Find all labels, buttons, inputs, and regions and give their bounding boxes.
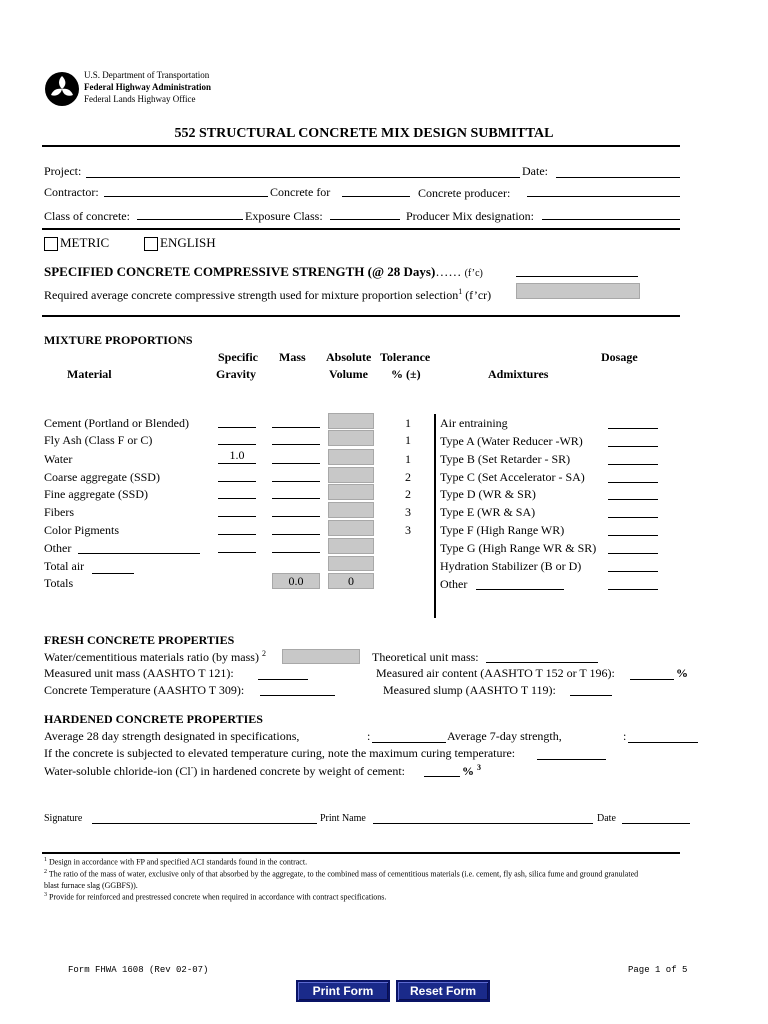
- avg7-colon: :: [623, 729, 627, 743]
- col-specific: Specific: [218, 350, 258, 364]
- col-tolerance: Tolerance: [380, 350, 431, 364]
- temperature-input[interactable]: [260, 695, 335, 696]
- absolute-volume-field[interactable]: [328, 520, 374, 536]
- tolerance-value: 2: [405, 470, 411, 484]
- producer-mix-label: Producer Mix designation:: [406, 209, 534, 223]
- admixture-label: Type F (High Range WR): [440, 523, 565, 537]
- mixture-heading: MIXTURE PROPORTIONS: [44, 333, 193, 347]
- admixture-label: Type E (WR & SA): [440, 505, 536, 519]
- form-number: Form FHWA 1608 (Rev 02-07): [68, 965, 209, 975]
- concrete-producer-label: Concrete producer:: [418, 186, 511, 200]
- signature-label: Signature: [44, 813, 83, 824]
- metric-label: METRIC: [60, 235, 110, 250]
- class-of-concrete-label: Class of concrete:: [44, 209, 130, 223]
- specific-gravity-input[interactable]: [218, 552, 256, 553]
- admixture-label: Type B (Set Retarder - SR): [440, 452, 571, 466]
- signature-date-input[interactable]: [622, 823, 690, 824]
- fields-rule: [42, 228, 680, 230]
- print-form-button[interactable]: Print Form: [296, 980, 390, 1002]
- mass-input[interactable]: [272, 552, 320, 553]
- avg28-colon: :: [367, 729, 371, 743]
- col-absolute: Absolute: [326, 350, 372, 364]
- totals-mass: 0.0: [272, 573, 320, 589]
- footnote-2: $^2$ The ratio of the mass of water, exclusive only of that absorbed by the aggregate, to the combined mass of cementitious materials (i.e. cement, fly ash, silica fume and ground granulated: [44, 869, 639, 879]
- contractor-label: Contractor:: [44, 185, 99, 199]
- admixture-label: Type C (Set Accelerator - SA): [440, 470, 585, 484]
- admixture-divider: [434, 414, 436, 618]
- admixture-label: Type D (WR & SR): [440, 487, 536, 501]
- print-name-input[interactable]: [373, 823, 593, 824]
- elevated-input[interactable]: [537, 759, 606, 760]
- material-name: Fly Ash (Class F or C): [44, 433, 153, 447]
- other-material-input[interactable]: [78, 553, 200, 554]
- elevated-label: If the concrete is subjected to elevated temperature curing, note the maximum curing temperature:: [44, 746, 516, 760]
- english-label: ENGLISH: [160, 235, 216, 250]
- dept-name: U.S. Department of Transportation: [84, 70, 210, 80]
- mass-input[interactable]: [272, 498, 320, 499]
- strength-heading-row: [44, 264, 483, 280]
- strength-rule: [42, 315, 680, 317]
- avg28-label: Average 28 day strength designated in specifications,: [44, 729, 300, 743]
- avg7-label: Average 7-day strength,: [447, 729, 562, 743]
- dosage-input[interactable]: [608, 482, 658, 483]
- contractor-input[interactable]: [104, 196, 268, 197]
- absolute-volume-field[interactable]: [328, 449, 374, 465]
- tolerance-value: 1: [405, 452, 411, 466]
- fcr-field[interactable]: [516, 283, 640, 299]
- strength-heading: SPECIFIED CONCRETE COMPRESSIVE STRENGTH (@ 28 Days): [44, 264, 436, 279]
- mass-input[interactable]: [272, 516, 320, 517]
- specific-gravity-input[interactable]: [218, 534, 256, 535]
- dosage-input[interactable]: [608, 535, 658, 536]
- footnote-rule: [42, 852, 680, 854]
- air-content-input[interactable]: [630, 679, 674, 680]
- admixture-label: Other: [440, 577, 468, 591]
- air-content-label: Measured air content (AASHTO T 152 or T 196):: [376, 666, 615, 680]
- col-pct: % (±): [391, 367, 421, 381]
- absolute-volume-field[interactable]: [328, 430, 374, 446]
- specific-gravity-input[interactable]: [218, 481, 256, 482]
- theoretical-input[interactable]: [486, 662, 598, 663]
- chloride-input[interactable]: [424, 776, 460, 777]
- col-mass: Mass: [279, 350, 306, 364]
- specific-gravity-input[interactable]: [218, 427, 256, 428]
- material-name: Water: [44, 452, 73, 466]
- class-of-concrete-input[interactable]: [137, 219, 243, 220]
- specific-gravity-value: 1.0: [229, 448, 245, 462]
- tolerance-value: 1: [405, 416, 411, 430]
- material-name: Color Pigments: [44, 523, 120, 537]
- specific-gravity-input[interactable]: [218, 498, 256, 499]
- strength-dots: ……: [435, 264, 462, 279]
- dosage-input[interactable]: [608, 499, 658, 500]
- producer-mix-input[interactable]: [542, 219, 680, 220]
- footnote-3: $^3$ Provide for reinforced and prestressed concrete when required in accordance with contract specifications.: [44, 892, 387, 902]
- absolute-volume-field[interactable]: [328, 538, 374, 554]
- absolute-volume-field[interactable]: [328, 467, 374, 483]
- chloride-pct: % $^3$: [462, 763, 481, 778]
- project-input[interactable]: [86, 177, 520, 178]
- footnote-1: $^1$ Design in accordance with FP and specified ACI standards found in the contract.: [44, 857, 308, 867]
- tolerance-value: 1: [405, 433, 411, 447]
- dot-logo-icon: [44, 71, 80, 107]
- absolute-volume-field[interactable]: [328, 413, 374, 429]
- specific-gravity-input[interactable]: [218, 463, 256, 464]
- avg28-input[interactable]: [372, 742, 446, 743]
- title-rule: [42, 145, 680, 147]
- slump-input[interactable]: [570, 695, 612, 696]
- total-air-input[interactable]: [92, 573, 134, 574]
- material-name: Other: [44, 541, 72, 555]
- mass-input[interactable]: [272, 534, 320, 535]
- metric-checkbox[interactable]: [44, 237, 58, 251]
- admixture-label: Hydration Stabilizer (B or D): [440, 559, 582, 573]
- hardened-heading: HARDENED CONCRETE PROPERTIES: [44, 712, 263, 726]
- unit-mass-input[interactable]: [258, 679, 308, 680]
- print-name-label: Print Name: [320, 813, 366, 824]
- absolute-volume-field[interactable]: [328, 502, 374, 518]
- reset-form-button[interactable]: Reset Form: [396, 980, 490, 1002]
- wc-ratio-label: Water/cementitious materials ratio (by mass) $^2$: [44, 649, 266, 664]
- project-label: Project:: [44, 164, 82, 178]
- unit-mass-label: Measured unit mass (AASHTO T 121):: [44, 666, 234, 680]
- dosage-input[interactable]: [608, 464, 658, 465]
- mass-input[interactable]: [272, 444, 320, 445]
- english-checkbox[interactable]: [144, 237, 158, 251]
- agency-name: Federal Highway Administration: [84, 82, 212, 92]
- date-label: Date:: [522, 164, 548, 178]
- col-material: Material: [67, 367, 112, 381]
- exposure-class-input[interactable]: [330, 219, 400, 220]
- concrete-producer-input[interactable]: [527, 196, 680, 197]
- other-admixture-input[interactable]: [476, 589, 564, 590]
- total-air-label: Total air: [44, 559, 85, 573]
- totals-label: Totals: [44, 576, 74, 590]
- dosage-input[interactable]: [608, 446, 658, 447]
- admixture-label: Air entraining: [440, 416, 508, 430]
- concrete-for-input[interactable]: [342, 196, 410, 197]
- totals-volume: 0: [328, 573, 374, 589]
- specific-gravity-input[interactable]: [218, 444, 256, 445]
- dosage-input[interactable]: [608, 517, 658, 518]
- tolerance-value: 2: [405, 487, 411, 501]
- tolerance-value: 3: [405, 523, 411, 537]
- col-dosage: Dosage: [601, 350, 638, 364]
- concrete-for-label: Concrete for: [270, 185, 331, 199]
- material-name: Coarse aggregate (SSD): [44, 470, 160, 484]
- fresh-heading: FRESH CONCRETE PROPERTIES: [44, 633, 235, 647]
- air-content-pct: %: [676, 666, 688, 680]
- temperature-label: Concrete Temperature (AASHTO T 309):: [44, 683, 245, 697]
- admixture-label: Type G (High Range WR & SR): [440, 541, 597, 555]
- avg7-input[interactable]: [628, 742, 698, 743]
- required-strength-label: Required average concrete compressive strength used for mixture proportion selection$^1$ (f’cr): [44, 287, 492, 302]
- absolute-volume-field[interactable]: [328, 484, 374, 500]
- mass-input[interactable]: [272, 427, 320, 428]
- exposure-class-label: Exposure Class:: [245, 209, 323, 223]
- slump-label: Measured slump (AASHTO T 119):: [383, 683, 556, 697]
- material-name: Fine aggregate (SSD): [44, 487, 148, 501]
- dosage-input[interactable]: [608, 428, 658, 429]
- date-input[interactable]: [556, 177, 680, 178]
- specific-gravity-input[interactable]: [218, 516, 256, 517]
- fc-input[interactable]: [516, 276, 638, 277]
- page-number: Page 1 of 5: [628, 965, 688, 975]
- mass-input[interactable]: [272, 481, 320, 482]
- tolerance-value: 3: [405, 505, 411, 519]
- dosage-input[interactable]: [608, 589, 658, 590]
- dosage-input[interactable]: [608, 571, 658, 572]
- theoretical-label: Theoretical unit mass:: [372, 650, 479, 664]
- mass-input[interactable]: [272, 463, 320, 464]
- chloride-label: Water-soluble chloride-ion (Cl-) in hardened concrete by weight of cement:: [44, 763, 405, 778]
- material-name: Fibers: [44, 505, 74, 519]
- office-name: Federal Lands Highway Office: [84, 94, 196, 104]
- footnote-2-cont: blast furnace slag (GGBFS)).: [44, 881, 138, 890]
- col-volume: Volume: [329, 367, 368, 381]
- signature-date-label: Date: [597, 813, 616, 824]
- wc-ratio-field[interactable]: [282, 649, 360, 664]
- col-gravity: Gravity: [216, 367, 256, 381]
- fc-label: (f’c): [464, 268, 483, 279]
- col-admixtures: Admixtures: [488, 367, 549, 381]
- dosage-input[interactable]: [608, 553, 658, 554]
- fcr-label: (f’cr): [465, 288, 492, 302]
- form-title: 552 STRUCTURAL CONCRETE MIX DESIGN SUBMITTAL: [174, 126, 554, 141]
- material-name: Cement (Portland or Blended): [44, 416, 189, 430]
- admixture-label: Type A (Water Reducer -WR): [440, 434, 583, 448]
- signature-input[interactable]: [92, 823, 317, 824]
- total-air-volume[interactable]: [328, 556, 374, 571]
